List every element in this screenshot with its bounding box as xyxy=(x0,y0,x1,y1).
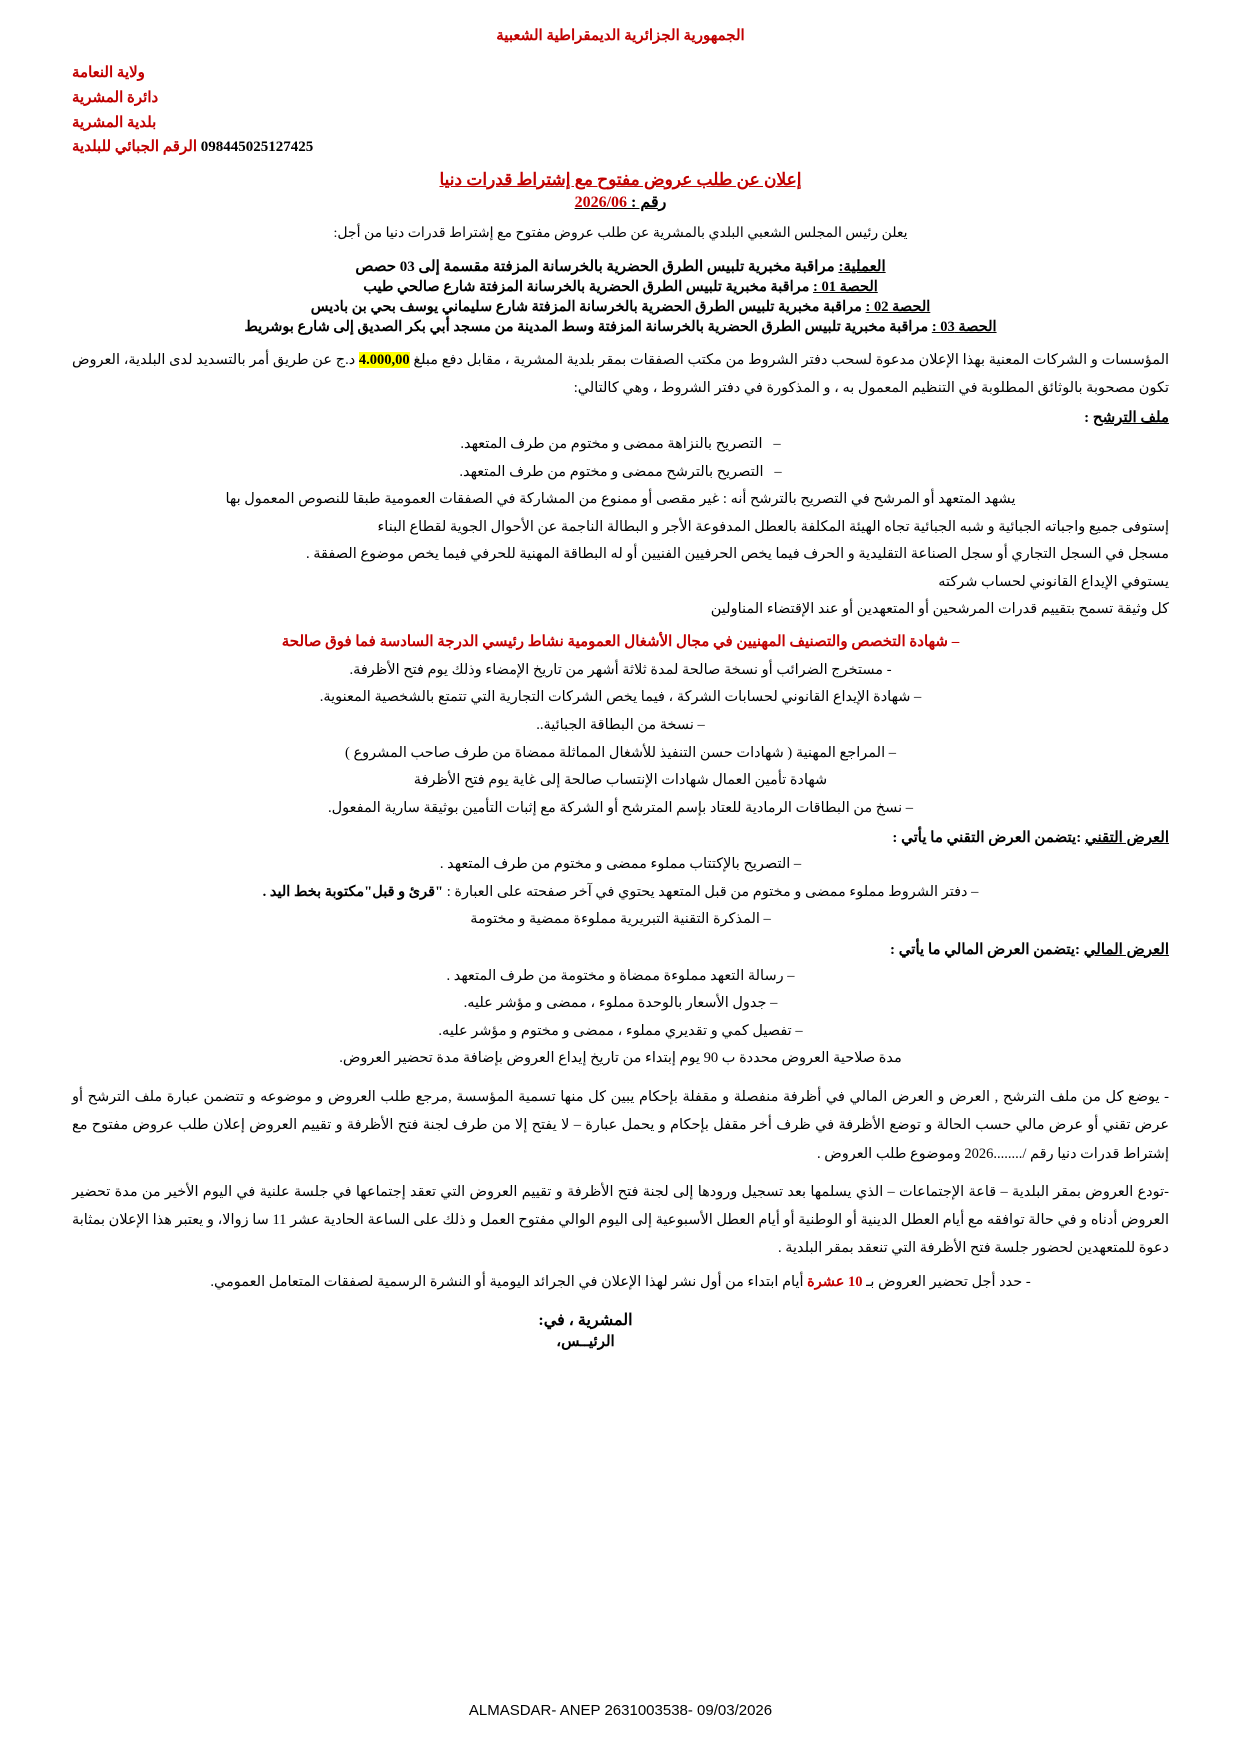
candidacy-paragraph-2: إستوفى جميع واجباته الجبائية و شبه الجبائية تجاه الهيئة المكلفة بالعطل المدفوعة الأجر و البطالة الناجمة عن الأحوال الجوية لقطاع البناء xyxy=(377,518,1169,535)
candidacy-document-5: شهادة تأمين العمال شهادات الإنتساب صالحة إلى غاية يوم فتح الأظرفة xyxy=(413,772,828,789)
wilaya-line: ولاية النعامة xyxy=(72,65,145,81)
candidacy-heading-label: ملف الترشح xyxy=(1092,410,1169,427)
daira-line: دائرة المشرية xyxy=(72,89,159,106)
preparation-before-text: - حدد أجل تحضير العروض بـ xyxy=(866,1273,1031,1290)
baladia-line: بلدية المشرية xyxy=(72,114,157,131)
footer-reference: ALMASDAR- ANEP 2631003538- 09/03/2026 xyxy=(468,1702,773,1719)
announcement-number-value: 2026/06 xyxy=(574,194,628,211)
candidacy-heading xyxy=(72,408,1169,427)
announcement-number-label: رقم : xyxy=(631,194,667,211)
operation-label: العملية: xyxy=(838,258,886,275)
financial-offer-item-3: – تفصيل كمي و تقديري مملوء ، ممضى و مختوم و مؤشر عليه. xyxy=(438,1022,803,1039)
closing-paragraph-1: - يوضع كل من ملف الترشح , العرض و العرض المالي في أظرفة منفصلة و مقفلة بإحكام يبين كل منها تسمية المؤسسة ,مرجع طلب العروض و موضوعه و تتضمن عبارة ملف الترشح أو عرض تقني أو عرض مالي حسب الحالة و توضع الأظرفة في ظرف أخر مقفل بإحكام و يحمل عبارة – لا يفتح إلا من طرف لجنة فتح الأظرفة و تقييم العروض إعلان طلب عروض مفتوح مع إشتراط قدرات دنيا رقم /........2026 وموضوع طلب العروض . xyxy=(72,1088,1169,1162)
lot-label-1: الحصة 01 : xyxy=(813,278,878,295)
lot-text-1: مراقبة مخبرية تلبيس الطرق الحضرية بالخرسانة المزفتة شارع صالحي طيب xyxy=(363,278,810,295)
candidacy-document-2: – شهادة الإيداع القانوني لحسابات الشركة ، فيما يخص الشركات التجارية التي تتمتع بالشخصية المعنوية. xyxy=(319,689,922,706)
candidacy-document-4: – المراجع المهنية ( شهادات حسن التنفيذ للأشغال المماثلة ممضاة من طرف صاحب المشروع ) xyxy=(345,744,896,761)
operation-text: مراقبة مخبرية تلبيس الطرق الحضرية بالخرسانة المزفتة مقسمة إلى 03 حصص xyxy=(355,258,835,275)
candidacy-item-1: التصريح بالنزاهة ممضى و مختوم من طرف المتعهد. xyxy=(460,436,763,453)
technical-offer-heading xyxy=(72,828,1169,847)
candidacy-item-2: التصريح بالترشح ممضى و مختوم من طرف المتعهد. xyxy=(459,463,764,480)
invitation-part1: المؤسسات و الشركات المعنية بهذا الإعلان مدعوة لسحب دفتر الشروط من مكتب الصفقات بمقر بلدية المشرية ، مقابل دفع مبلغ xyxy=(413,351,1170,368)
financial-offer-heading xyxy=(72,940,1169,959)
preparation-after-text: أيام ابتداء من أول نشر لهذا الإعلان في الجرائد اليومية أو النشرة الرسمية لصفقات المتعامل العمومي. xyxy=(210,1273,804,1290)
technical-offer-item-2 xyxy=(72,879,1169,907)
candidacy-heading-colon: : xyxy=(1084,410,1093,427)
lot-line-1 xyxy=(72,279,1169,296)
lot-label-3: الحصة 03 : xyxy=(931,318,997,335)
candidacy-paragraph-3: مسجل في السجل التجاري أو سجل الصناعة التقليدية و الحرف فيما يخص الحرفيين الفنيين أو له البطاقة المهنية للحرفي فيما يخص موضوع الصفقة . xyxy=(306,546,1169,563)
candidacy-paragraph-4: يستوفي الإيداع القانوني لحساب شركته xyxy=(938,573,1169,590)
candidacy-document-3: – نسخة من البطاقة الجبائية.. xyxy=(536,716,705,733)
candidacy-paragraph-1: يشهد المتعهد أو المرشح في التصريح بالترشح أنه : غير مقصى أو ممنوع من المشاركة في الصفقات العمومية طبقا للنصوص المعمول بها xyxy=(225,491,1016,508)
offer-validity-line: مدة صلاحية العروض محددة ب 90 يوم إبتداء من تاريخ إيداع العروض بإضافة مدة تحضير العروض. xyxy=(339,1050,902,1067)
candidacy-items xyxy=(72,431,1169,486)
lot-text-2: مراقبة مخبرية تلبيس الطرق الحضرية بالخرسانة المزفتة شارع سليماني يوسف بحي بن باديس xyxy=(310,298,862,315)
lot-line-3 xyxy=(72,319,1169,336)
fiscal-number-value: 098445025127425 xyxy=(200,139,314,156)
announcement-title: إعلان عن طلب عروض مفتوح مع إشتراط قدرات دنيا xyxy=(439,170,802,189)
candidacy-document-1: - مستخرج الضرائب أو نسخة صالحة لمدة ثلاثة أشهر من تاريخ الإمضاء وذلك يوم فتح الأظرفة. xyxy=(349,661,892,678)
technical-offer-item-2-text: – دفتر الشروط مملوء ممضى و مختوم من قبل المتعهد يحتوي في آخر صفحته على العبارة : xyxy=(446,883,979,900)
invitation-part2: عن طريق أمر بالتسديد لدى البلدية، العروض تكون مصحوبة بالوثائق المطلوبة في التنظيم المعمول به ، و المذكورة في دفتر الشروط ، وهي كالتالي: xyxy=(72,351,1169,396)
technical-offer-item-1: – التصريح بالإكتتاب مملوء ممضى و مختوم من طرف المتعهد . xyxy=(439,856,802,873)
fiscal-number-line xyxy=(72,135,1169,160)
fee-currency: د.ج xyxy=(335,351,356,368)
financial-offer-heading-rest: :يتضمن العرض المالي ما يأتي : xyxy=(890,941,1081,958)
lot-text-3: مراقبة مخبرية تلبيس الطرق الحضرية بالخرسانة المزفتة وسط المدينة من مسجد أبي بكر الصديق إلى شارع بوشريط xyxy=(244,318,929,335)
announcement-number xyxy=(72,192,1169,212)
handwritten-phrase: "قرئ و قبل"مكتوبة بخط اليد . xyxy=(262,883,444,900)
preparation-days: 10 عشرة xyxy=(807,1273,863,1290)
republic-header: الجمهورية الجزائرية الديمقراطية الشعبية xyxy=(496,28,745,44)
technical-offer-item-3: – المذكرة التقنية التبريرية مملوءة ممضية و مختومة xyxy=(470,911,771,928)
invitation-paragraph xyxy=(72,346,1169,403)
closing-paragraph-2: -تودع العروض بمقر البلدية – قاعة الإجتماعات – الذي يسلمها بعد تسجيل ورودها إلى لجنة فتح الأظرفة و تقييم العروض التي تعقد إجتماعها في جلسة علنية في اليوم الأخير من مدة تحضير العروض أدناه و في حالة توافقه مع أيام العطل الدينية أو الوطنية أو أيام العطل الأسبوعية إلى اليوم الوالي مفتوح العمل و ذلك على الساعة الحادية عشر 11 سا زوالا، و يعتبر هذا الإعلان بمثابة دعوة للمتعهدين لحضور جلسة فتح الأظرفة التي تنعقد بمقر البلدية . xyxy=(72,1183,1169,1257)
announcement-intro: يعلن رئيس المجلس الشعبي البلدي بالمشرية عن طلب عروض مفتوح مع إشتراط قدرات دنيا من أجل: xyxy=(333,226,908,241)
financial-offer-label: العرض المالي xyxy=(1083,941,1169,958)
technical-offer-label: العرض التقني xyxy=(1084,830,1169,847)
candidacy-paragraph-5: كل وثيقة تسمح بتقييم قدرات المرشحين أو المتعهدين أو عند الإقتضاء المناولين xyxy=(710,601,1169,618)
administration-block xyxy=(72,61,1169,160)
list-item: – التصريح بالنزاهة ممضى و مختوم من طرف المتعهد. xyxy=(460,436,781,453)
lot-label-2: الحصة 02 : xyxy=(865,298,931,315)
closing-paragraph-3 xyxy=(72,1269,1169,1297)
list-item: – التصريح بالترشح ممضى و مختوم من طرف المتعهد. xyxy=(459,463,782,480)
signature-city-date: المشرية ، في: xyxy=(538,1312,633,1330)
professional-certificate-requirement: – شهادة التخصص والتصنيف المهنيين في مجال الأشغال العمومية نشاط رئيسي الدرجة السادسة فما فوق صالحة xyxy=(281,633,960,650)
operation-line xyxy=(72,257,1169,276)
financial-offer-item-1: – رسالة التعهد مملوءة ممضاة و مختومة من طرف المتعهد . xyxy=(446,967,795,984)
candidacy-document-6: – نسخ من البطاقات الرمادية للعتاد بإسم المترشح أو الشركة مع إثبات التأمين بوثيقة سارية المفعول. xyxy=(328,799,913,816)
financial-offer-item-2: – جدول الأسعار بالوحدة مملوء ، ممضى و مؤشر عليه. xyxy=(463,995,778,1012)
fiscal-number-label: الرقم الجبائي للبلدية xyxy=(72,139,197,156)
fee-amount: 4.000,00 xyxy=(358,351,410,368)
lot-line-2 xyxy=(72,299,1169,316)
signature-title: الرئيــس، xyxy=(556,1334,615,1351)
technical-offer-heading-rest: :يتضمن العرض التقني ما يأتي : xyxy=(892,830,1082,847)
